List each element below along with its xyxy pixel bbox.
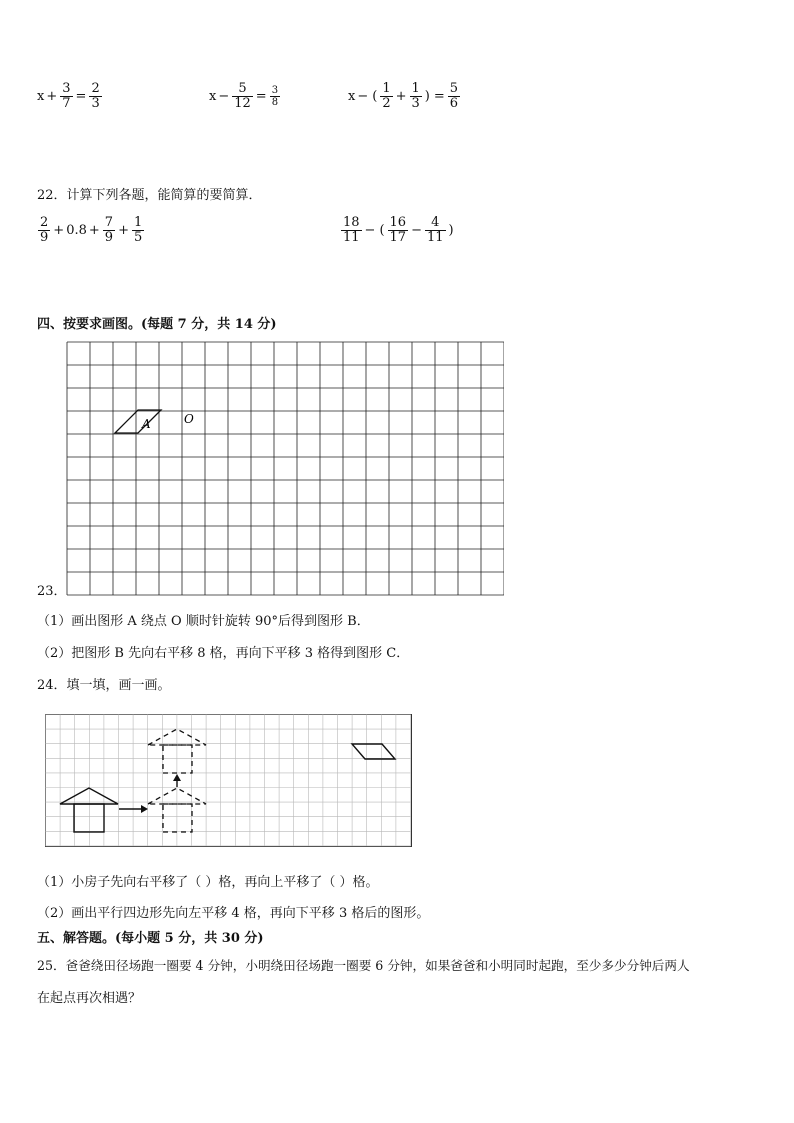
operator: +: [53, 223, 65, 238]
q25-line-1: 25．爸爸绕田径场跑一圈要 4 分钟，小明绕田径场跑一圈要 6 分钟，如果爸爸和小明同时起跑，至少多少分钟后两人: [37, 958, 690, 973]
q23-part-1: （1）画出图形 A 绕点 O 顺时针旋转 90°后得到图形 B．: [37, 614, 370, 629]
equation-1: [37, 82, 103, 111]
decimal: 0.8: [66, 223, 87, 238]
denominator: 11: [426, 230, 444, 245]
denominator: 9: [40, 230, 49, 245]
numerator: 7: [104, 215, 114, 230]
denominator: 12: [234, 96, 251, 111]
translated-house-1-body: [163, 804, 192, 832]
grid-lines: [67, 342, 504, 595]
variable: x: [209, 89, 217, 104]
denominator: 8: [271, 97, 279, 108]
numerator: 1: [382, 81, 391, 96]
operator: −: [357, 89, 369, 104]
q23-part-2: （2）把图形 B 先向右平移 8 格，再向下平移 3 格得到图形 C．: [37, 646, 410, 661]
numerator: 2: [91, 81, 100, 96]
grid-border: [46, 715, 412, 847]
q23-grid: [66, 341, 504, 599]
numerator: 2: [40, 215, 49, 230]
numerator: 1: [133, 215, 143, 230]
operator: +: [88, 223, 100, 238]
fraction: [103, 216, 115, 245]
q25-line-2: 在起点再次相遇？: [37, 991, 142, 1006]
operator: +: [46, 89, 58, 104]
q24-prompt: 24．填一填，画一画。: [37, 678, 171, 693]
right-paren: ): [424, 89, 430, 104]
q22-expression-1: [37, 216, 145, 245]
denominator: 17: [389, 230, 407, 245]
numerator: 1: [411, 81, 420, 96]
q24-part-1: （1）小房子先向右平移了（ ）格，再向上平移了（ ）格。: [37, 875, 379, 890]
numerator: 4: [431, 215, 440, 230]
fraction: [270, 85, 280, 108]
fraction: [232, 82, 253, 111]
equation-3: [348, 82, 461, 111]
label-o: O: [184, 412, 194, 426]
q24-grid: [45, 714, 413, 848]
numerator: 16: [389, 215, 407, 230]
fraction: [132, 216, 144, 245]
denominator: 5: [133, 230, 143, 245]
fraction: [380, 82, 392, 111]
fraction: [89, 82, 101, 111]
numerator: 5: [449, 81, 459, 96]
fraction: [341, 216, 362, 245]
numerator: 18: [343, 215, 360, 230]
parallelogram: [352, 744, 395, 759]
numerator: 3: [271, 85, 279, 96]
operator: +: [118, 223, 129, 238]
right-paren: ): [448, 223, 454, 238]
translated-house-2-body: [163, 745, 192, 773]
denominator: 11: [343, 230, 360, 245]
q22-expression-2: [340, 216, 456, 245]
left-paren: (: [379, 223, 385, 238]
fraction: [448, 82, 460, 111]
equals-sign: =: [75, 89, 87, 104]
operator: −: [218, 89, 230, 104]
label-a: A: [142, 417, 151, 431]
section-4-heading: 四、按要求画图。(每题 7 分，共 14 分): [37, 317, 277, 332]
arrow-right-head: [141, 805, 148, 813]
equation-2: [209, 82, 281, 111]
section-5-heading: 五、解答题。(每小题 5 分，共 30 分): [37, 931, 264, 946]
q22-prompt: 22．计算下列各题，能简算的要简算．: [37, 188, 262, 203]
operator: −: [411, 223, 422, 238]
left-paren: (: [372, 89, 378, 104]
equals-sign: =: [255, 89, 267, 104]
operator: +: [395, 89, 407, 104]
denominator: 3: [91, 96, 100, 111]
denominator: 2: [382, 96, 391, 111]
fraction: [388, 216, 409, 245]
denominator: 6: [449, 96, 459, 111]
fraction: [410, 82, 422, 111]
q23-number: 23．: [37, 584, 67, 599]
fraction: [60, 82, 72, 111]
fraction: [38, 216, 50, 245]
q24-part-2: （2）画出平行四边形先向左平移 4 格，再向下平移 3 格后的图形。: [37, 906, 430, 921]
variable: x: [37, 89, 45, 104]
operator: −: [364, 223, 376, 238]
parallelogram-a: [115, 410, 161, 433]
denominator: 9: [104, 230, 114, 245]
numerator: 3: [62, 81, 71, 96]
arrow-up-head: [173, 774, 181, 781]
equals-sign: =: [433, 89, 445, 104]
grid-lines: [46, 715, 411, 846]
variable: x: [348, 89, 356, 104]
denominator: 7: [62, 96, 71, 111]
denominator: 3: [411, 96, 420, 111]
fraction: [425, 216, 446, 245]
numerator: 5: [238, 81, 247, 96]
